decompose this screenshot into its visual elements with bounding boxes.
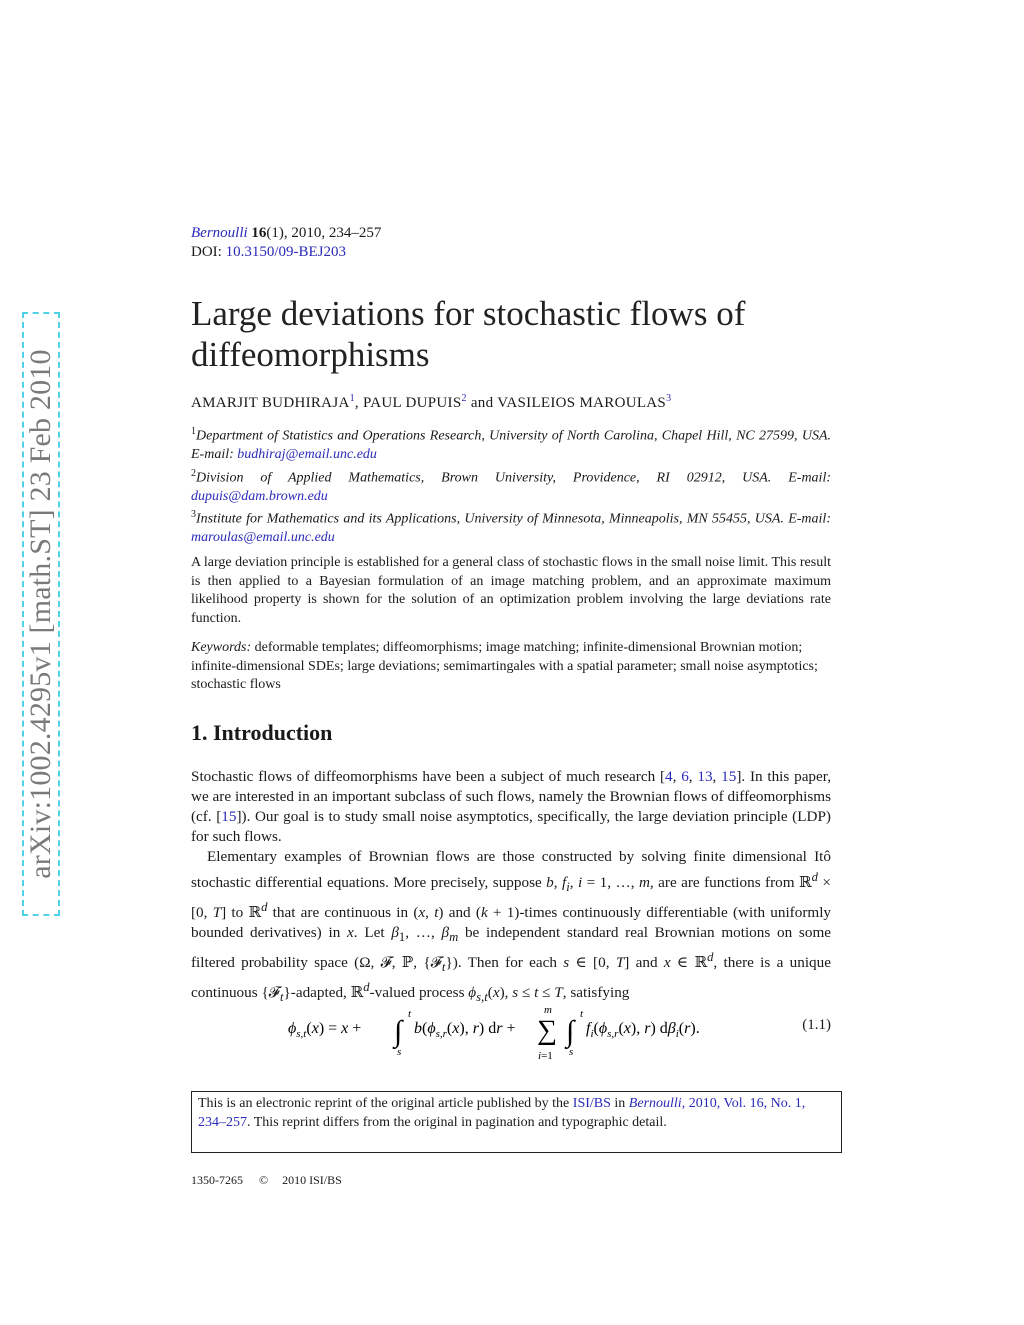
citation-link[interactable]: 15 — [221, 808, 237, 825]
page-footer — [191, 1173, 342, 1188]
affiliation-item: $^3$Institute for Mathematics and its Applications, University of Minnesota, Minneapolis, MN 55455, USA. E-mail: maroulas@email.unc.edu — [191, 509, 831, 546]
arxiv-stamp — [22, 312, 60, 916]
svg-text:∑: ∑ — [537, 1015, 557, 1046]
svg-text:fi(ϕs,r(x), r) dβi(r).: $f_i(\phi_{s,r}(x)$, r) $d\beta_i(r)$. — [586, 1020, 700, 1040]
paragraph: Stochastic flows of diffeomorphisms have been a subject of much research [4, 6, 13, 15]. In this paper, we are interested in an important subclass of such flows, namely the Brownian flows of diffeomorphisms (cf. [15]). Our goal is to study small noise asymptotics, specifically, the large deviation principle (LDP) for such flows. — [191, 768, 832, 845]
equation-formula — [288, 1003, 758, 1065]
journal-issue: (1), 2010, 234–257 — [266, 225, 382, 241]
equation-number: (1.1) — [802, 1017, 831, 1033]
email-link[interactable]: budhiraj@email.unc.edu — [237, 447, 377, 463]
citation-link[interactable]: 13 — [697, 768, 713, 785]
arxiv-stamp-text: arXiv:1002.4295v1 [math.ST] 23 Feb 2010 — [24, 349, 57, 879]
citation-link[interactable]: 4 — [665, 768, 673, 785]
author-affil-ref[interactable]: 1 — [349, 393, 355, 404]
svg-text:t: t — [408, 1008, 412, 1020]
section-title: Introduction — [213, 720, 333, 745]
keywords-label: Keywords: — [191, 640, 252, 655]
reprint-notice: This is an electronic reprint of the original article published by the ISI/BS in Bernoulli, 2010, Vol. 16, No. 1, 234–257. This reprint differs from the original in pagination and typographic detail. — [191, 1091, 842, 1153]
copyright-holder: 2010 ISI/BS — [282, 1173, 342, 1187]
journal-volume: 16 — [251, 225, 267, 241]
author-name: PAUL DUPUIS — [363, 395, 462, 411]
section-heading — [191, 720, 831, 746]
journal-link[interactable]: Bernoulli — [628, 1096, 682, 1111]
keywords-text: deformable templates; diffeomorphisms; image matching; infinite-dimensional Brownian motion; infinite-dimensional SDEs; large deviations; semimartingales with a spatial parameter; small noise asymptotics; stochastic flows — [191, 640, 818, 692]
affiliations — [191, 423, 831, 548]
issn: 1350-7265 — [191, 1173, 243, 1187]
publisher-link[interactable]: ISI/BS — [572, 1096, 611, 1111]
svg-text:i=1: i=1 — [538, 1050, 553, 1062]
title-line-2: diffeomorphisms — [191, 335, 430, 374]
paragraph: Elementary examples of Brownian flows are those constructed by solving finite dimensional Itô stochastic differential equations. More precisely, suppose b, $f_i$, i = 1, …, m, are are functions from ℝ$^d$ × [0, T] to ℝ$^d$ that are continuous in (x, t) and (k + 1)-times continuously differentiable (with uniformly bounded derivatives) in x. Let $\beta_1$, …, $\beta_m$ be independent standard real Brownian motions on some filtered probability space (Ω, 𝓕, ℙ, {𝓕$_t$}). Then for each s ∈ [0, T] and x ∈ ℝ$^d$, there is a unique continuous {𝓕$_t$}-adapted, ℝ$^d$-valued process $\phi_{s,t}(x)$, s ≤ t ≤ T, satisfying — [191, 848, 832, 1005]
journal-name-link[interactable]: Bernoulli — [191, 225, 248, 241]
doi-label: DOI: — [191, 244, 222, 260]
citation-link[interactable]: 6 — [681, 768, 689, 785]
introduction-body — [191, 767, 831, 1007]
abstract: A large deviation principle is established for a general class of stochastic flows in the small noise limit. This result is then applied to a Bayesian formulation of an image matching problem, and an approximate maximum likelihood property is shown for the solution of an optimization problem involving the large deviations rate function. — [191, 555, 831, 626]
paper-title — [191, 293, 831, 375]
email-link[interactable]: maroulas@email.unc.edu — [191, 530, 335, 546]
author-name: VASILEIOS MAROULAS — [497, 395, 667, 411]
svg-text:m: m — [544, 1004, 552, 1016]
svg-text:s: s — [569, 1046, 574, 1058]
affiliation-item: $^2$Division of Applied Mathematics, Brown University, Providence, RI 02912, USA. E-mail: dupuis@dam.brown.edu — [191, 467, 831, 504]
svg-text:ϕs,t(x) = x +: $\phi_{s,t}(x) = x$ + — [288, 1020, 362, 1040]
svg-text:s: s — [397, 1046, 402, 1058]
doi-link[interactable]: 10.3150/09-BEJ203 — [225, 244, 346, 260]
author-affil-ref[interactable]: 3 — [666, 393, 672, 404]
copyright-icon: © — [259, 1173, 269, 1187]
svg-text:t: t — [580, 1008, 584, 1020]
email-link[interactable]: dupuis@dam.brown.edu — [191, 488, 328, 504]
citation-link[interactable]: 15 — [721, 768, 737, 785]
svg-text:∫: ∫ — [566, 1015, 575, 1048]
display-equation — [191, 1003, 831, 1063]
author-affil-ref[interactable]: 2 — [461, 393, 467, 404]
svg-text:b(ϕs,r(x), r) dr +: $b(\phi_{s,r}(x)$, r) dr + — [414, 1020, 516, 1040]
affiliation-item: $^1$Department of Statistics and Operations Research, University of North Carolina, Chapel Hill, NC 27599, USA. E-mail: budhiraj@email.unc.edu — [191, 426, 831, 463]
citation-link[interactable]: , 2010, Vol. 16, No. 1, 234–257 — [198, 1096, 806, 1130]
svg-text:∫: ∫ — [394, 1015, 403, 1048]
keywords — [191, 639, 831, 695]
author-list: AMARJIT BUDHIRAJA$^1$, PAUL DUPUIS$^2$ and VASILEIOS MAROULAS$^3$ — [191, 393, 672, 411]
journal-citation — [191, 224, 831, 262]
author-name: AMARJIT BUDHIRAJA — [191, 395, 350, 411]
title-line-1: Large deviations for stochastic flows of — [191, 294, 746, 333]
section-number: 1. — [191, 720, 208, 745]
